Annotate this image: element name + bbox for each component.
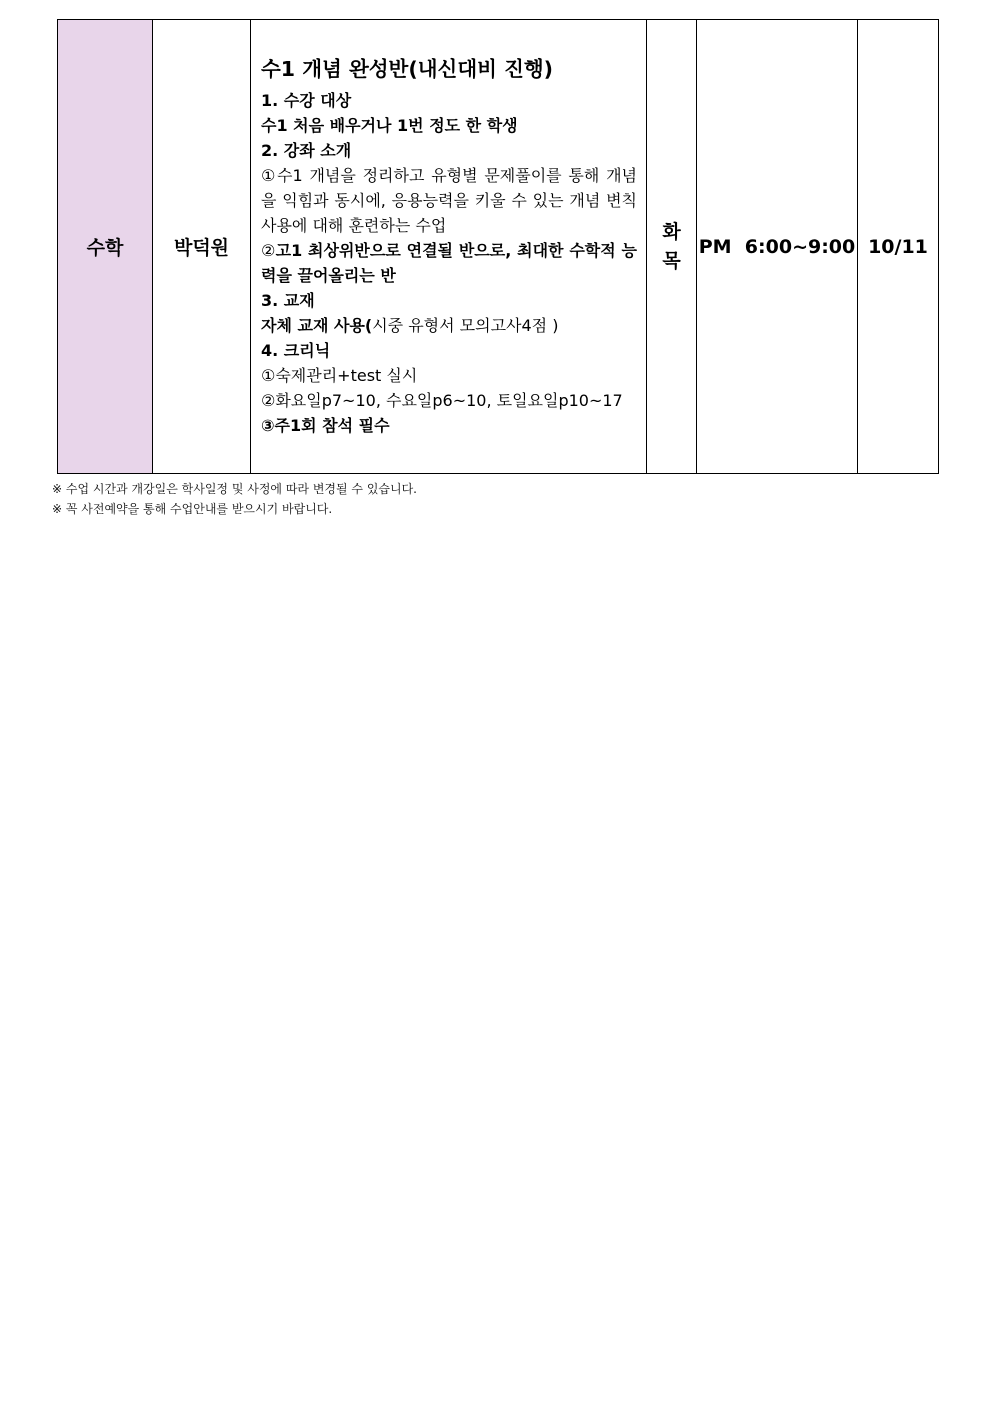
clinic-item-1: ①숙제관리+test 실시	[261, 366, 418, 385]
subject-cell: 수학	[58, 20, 153, 474]
note-reservation: ※ 꼭 사전예약을 통해 수업안내를 받으시기 바랍니다.	[52, 501, 333, 516]
description-content	[251, 20, 646, 438]
textbook-text	[261, 313, 637, 338]
days-text: 화목	[662, 220, 681, 272]
notes	[52, 480, 417, 519]
intro-item-2-mark: ②	[261, 241, 276, 260]
intro-item-2	[261, 238, 637, 288]
time-cell: PM 6:00~9:00	[697, 20, 858, 474]
intro-item-1: ①수1 개념을 정리하고 유형별 문제풀이를 통해 개념을 익힘과 동시에, 응용능력을 키울 수 있는 개념 변칙 사용에 대해 훈련하는 수업	[261, 166, 637, 235]
note-schedule-change: ※ 수업 시간과 개강일은 학사일정 및 사정에 따라 변경될 수 있습니다.	[52, 482, 417, 496]
table-row	[58, 20, 939, 474]
clinic-item-3: ③주1회 참석 필수	[261, 416, 390, 435]
intro-item-2-text: 고1 최상위반으로 연결될 반으로, 최대한 수학적 능력을 끌어올리는 반	[261, 241, 637, 285]
section-heading-textbook: 3. 교재	[261, 291, 315, 310]
teacher-cell: 박덕원	[153, 20, 251, 474]
clinic-item-2: ②화요일p7~10, 수요일p6~10, 토일요일p10~17	[261, 391, 623, 410]
course-title: 수1 개념 완성반(내신대비 진행)	[261, 57, 554, 81]
days-cell	[647, 20, 697, 474]
target-text: 수1 처음 배우거나 1번 정도 한 학생	[261, 116, 518, 135]
textbook-text-bold: 자체 교재 사용(	[261, 316, 373, 335]
course-table	[57, 19, 939, 474]
start-date-cell: 10/11	[858, 20, 939, 474]
textbook-text-rest: 시중 유형서 모의고사4점 )	[372, 316, 559, 335]
description-cell	[251, 20, 647, 474]
section-heading-clinic: 4. 크리닉	[261, 341, 331, 360]
section-heading-intro: 2. 강좌 소개	[261, 141, 352, 160]
section-heading-target: 1. 수강 대상	[261, 91, 352, 110]
